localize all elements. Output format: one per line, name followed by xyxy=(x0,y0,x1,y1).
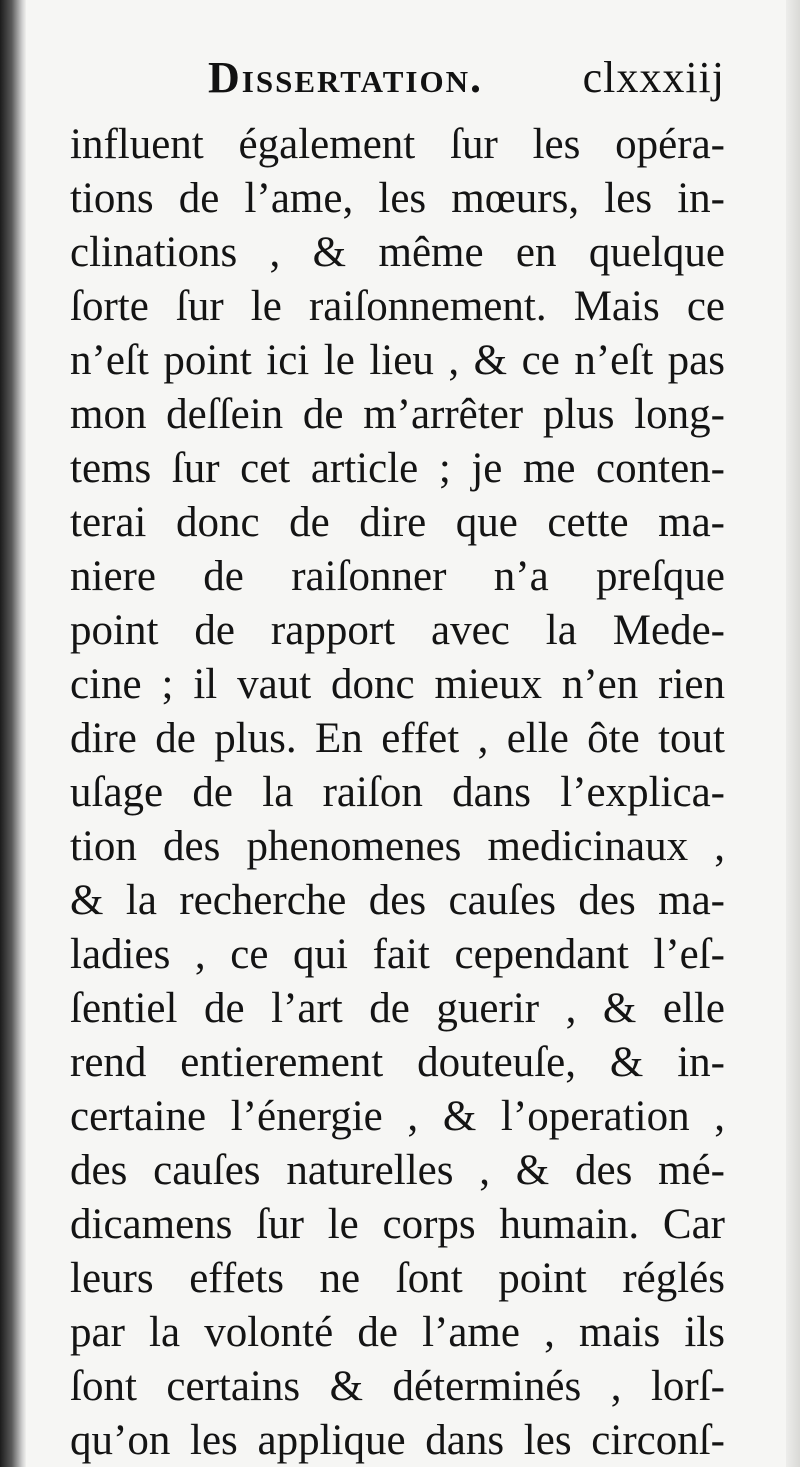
text-line: tems ſur cet article ; je me conten- xyxy=(70,445,725,492)
text-line: rend entierement douteuſe, & in- xyxy=(70,1039,725,1086)
text-line: certaine l’énergie , & l’operation , xyxy=(70,1093,725,1140)
text-line: cine ; il vaut donc mieux n’en rien xyxy=(70,661,725,708)
text-line: par la volonté de l’ame , mais ils xyxy=(70,1309,725,1356)
text-line: leurs effets ne ſont point réglés xyxy=(70,1255,725,1302)
text-line: des cauſes naturelles , & des mé- xyxy=(70,1147,725,1194)
book-gutter-shadow xyxy=(0,0,26,1467)
text-line: dicamens ſur le corps humain. Car xyxy=(70,1201,725,1248)
text-line: point de rapport avec la Mede- xyxy=(70,607,725,654)
text-line: terai donc de dire que cette ma- xyxy=(70,499,725,546)
text-line: dire de plus. En effet , elle ôte tout xyxy=(70,715,725,762)
text-line: clinations , & même en quelque xyxy=(70,229,725,276)
text-line: ſont certains & déterminés , lorſ- xyxy=(70,1363,725,1410)
page-header xyxy=(200,52,725,112)
text-line: influent également ſur les opéra- xyxy=(70,121,725,168)
text-line: ſentiel de l’art de guerir , & elle xyxy=(70,985,725,1032)
text-line: niere de raiſonner n’a preſque xyxy=(70,553,725,600)
running-title: Dissertation. xyxy=(208,53,483,102)
text-line: qu’on les applique dans les circonſ- xyxy=(70,1417,725,1464)
text-line: tions de l’ame, les mœurs, les in- xyxy=(70,175,725,222)
text-line: ladies , ce qui fait cependant l’eſ- xyxy=(70,931,725,978)
text-line: uſage de la raiſon dans l’explica- xyxy=(70,769,725,816)
body-text xyxy=(70,118,725,1467)
text-line: mon deſſein de m’arrêter plus long- xyxy=(70,391,725,438)
text-line: tion des phenomenes medicinaux , xyxy=(70,823,725,870)
text-line: n’eſt point ici le lieu , & ce n’eſt pas xyxy=(70,337,725,384)
text-line: ſorte ſur le raiſonnement. Mais ce xyxy=(70,283,725,330)
page-edge xyxy=(786,0,800,1467)
page-number: clxxxiij xyxy=(582,53,725,102)
text-line: & la recherche des cauſes des ma- xyxy=(70,877,725,924)
